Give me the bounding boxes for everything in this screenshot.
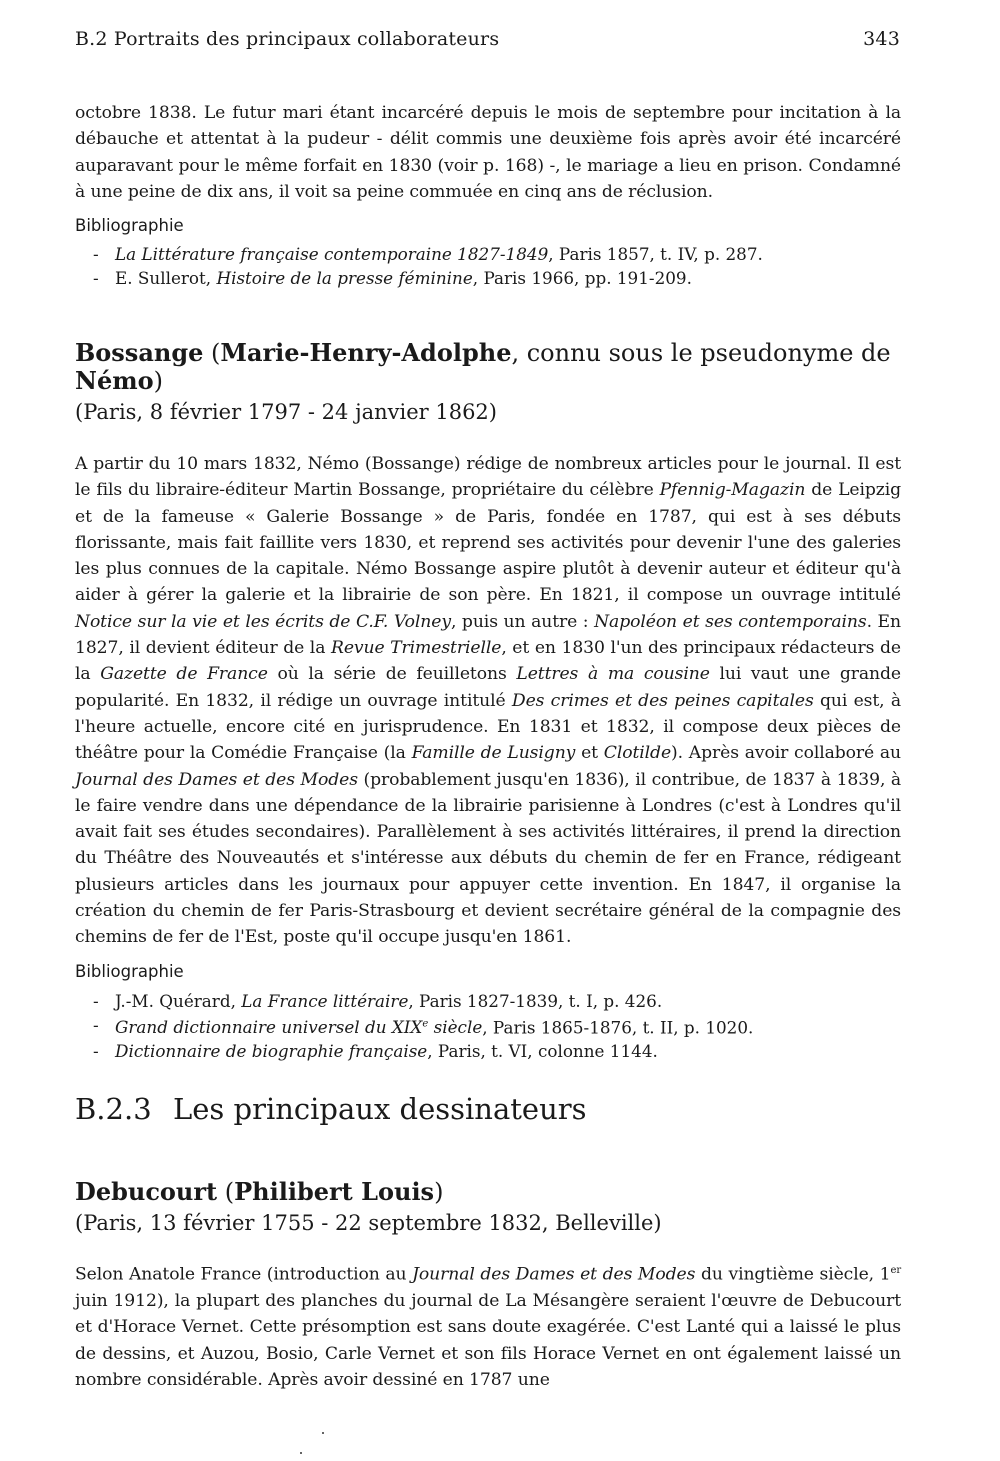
entry-title: Debucourt (Philibert Louis) — [75, 1177, 444, 1206]
bibliography-1 — [75, 216, 901, 290]
entry-debucourt — [75, 1178, 901, 1393]
text-run: A partir du 10 mars 1832, Némo (Bossange) rédige de nombreux articles pour le journal. Il est le fils du libraire-éditeur Martin Bossange, propriétaire du célèbre — [75, 454, 901, 501]
section-heading — [75, 1092, 901, 1126]
italic-title: Clotilde — [603, 743, 672, 764]
section-title: Les principaux dessinateurs — [173, 1092, 587, 1126]
running-header-section: B.2 Portraits des principaux collaborateurs — [75, 28, 500, 50]
text-run: , et en 1830 l'un des principaux rédacteurs de la — [75, 638, 901, 685]
text-run: de Leipzig et de la fameuse « Galerie Bossange » de Paris, fondée en 1787, qui est à ses débuts florissante, mais fait faillite vers 1830, et reprend ses activités pour devenir l'une des galeries les plus connues de la capitale. Némo Bossange aspire plutôt à devenir auteur et éditeur qu'à aider à gérer la galerie et la librairie de son père. En 1821, il compose un ouvrage intitulé — [75, 480, 902, 606]
text-run: lui vaut une grande popularité. En 1832, il rédige un ouvrage intitulé — [75, 664, 901, 711]
bibliography-item: - Grand dictionnaire universel du XIXe siècle, Paris 1865-1876, t. II, p. 1020. — [115, 1013, 901, 1040]
bibliography-item: - La Littérature française contemporaine 1827-1849, Paris 1857, t. IV, p. 287. — [115, 242, 901, 266]
scan-speck — [300, 1452, 302, 1454]
text-run: . En 1827, il devient éditeur de la — [75, 611, 901, 659]
text-run: et — [575, 743, 604, 764]
italic-title: Famille de Lusigny — [411, 743, 576, 764]
entry-body — [75, 451, 901, 951]
continued-paragraph: octobre 1838. Le futur mari étant incarcéré depuis le mois de septembre pour incitation à la débauche et attentat à la pudeur - délit commis une deuxième fois après avoir été incarcéré auparavant pour le même forfait en 1830 (voir p. 168) -, le mariage a lieu en prison. Condamné à une peine de dix ans, il voit sa peine commuée en cinq ans de réclusion. — [75, 103, 901, 202]
page-number: 343 — [863, 28, 900, 50]
text-run: (probablement jusqu'en 1836), il contribue, de 1837 à 1839, à le faire vendre dans une dépendance de la librairie parisienne à Londres (c'est à Londres qu'il avait fait ses études secondaires). Parallèlement à ses activités littéraires, il prend la direction du Théâtre des Nouveautés et s'intéresse aux débuts du chemin de fer en France, rédigeant plusieurs articles dans les journaux pour appuyer cette invention. En 1847, il organise la création du chemin de fer Paris-Strasbourg et devient secrétaire général de la compagnie des chemins de fer de l'Est, poste qu'il occupe jusqu'en 1861. — [75, 769, 902, 948]
italic-title: Des crimes et des peines capitales — [511, 690, 814, 711]
section-number: B.2.3 — [75, 1092, 152, 1126]
bibliography-item: - J.-M. Quérard, La France littéraire, Paris 1827-1839, t. I, p. 426. — [115, 989, 901, 1013]
bibliography-list — [75, 989, 901, 1064]
bibliography-heading: Bibliographie — [75, 961, 184, 981]
entry-dates: (Paris, 8 février 1797 - 24 janvier 1862) — [75, 400, 497, 424]
italic-title: Journal des Dames et des Modes — [75, 769, 358, 790]
entry-body: Selon Anatole France (introduction au Journal des Dames et des Modes du vingtième siècle, 1er juin 1912), la plupart des planches du journal de La Mésangère seraient l'œuvre de Debucourt et d'Horace Vernet. Cette présomption est sans doute exagérée. C'est Lanté qui a laissé le plus de dessins, et Auzou, Bosio, Carle Vernet et son fils Horace Vernet en ont également laissé un nombre considérable. Après avoir dessiné en 1787 une — [75, 1264, 901, 1390]
text-run: où la série de feuilletons — [267, 664, 517, 685]
italic-title: Pfennig-Magazin — [659, 480, 806, 501]
text-run: qui est, à l'heure actuelle, encore cité en jurisprudence. En 1831 et 1832, il compose deux pièces de théâtre pour la Comédie Française (la — [75, 690, 901, 764]
italic-title: Revue Trimestrielle — [330, 638, 502, 659]
text-run: , puis un autre : — [450, 611, 595, 632]
entry-bossange — [75, 339, 901, 1063]
italic-title: Gazette de France — [100, 664, 268, 685]
text-run: ). Après avoir collaboré au — [671, 743, 902, 764]
bibliography-heading: Bibliographie — [75, 216, 184, 235]
scan-speck — [322, 1432, 324, 1434]
italic-title: Napoléon et ses contemporains — [594, 611, 867, 632]
italic-title: Lettres à ma cousine — [516, 664, 710, 685]
bibliography-item: - Dictionnaire de biographie française, Paris, t. VI, colonne 1144. — [115, 1039, 901, 1063]
entry-dates: (Paris, 13 février 1755 - 22 septembre 1832, Belleville) — [75, 1211, 662, 1235]
running-header — [75, 28, 900, 50]
bibliography-item: - E. Sullerot, Histoire de la presse féminine, Paris 1966, pp. 191-209. — [115, 266, 901, 290]
entry-title: Bossange (Marie-Henry-Adolphe, connu sous le pseudonyme de Némo) — [75, 338, 891, 395]
italic-title: Notice sur la vie et les écrits de C.F. Volney — [75, 611, 451, 632]
continued-paragraph-block — [75, 100, 901, 205]
bibliography-list — [75, 242, 901, 290]
